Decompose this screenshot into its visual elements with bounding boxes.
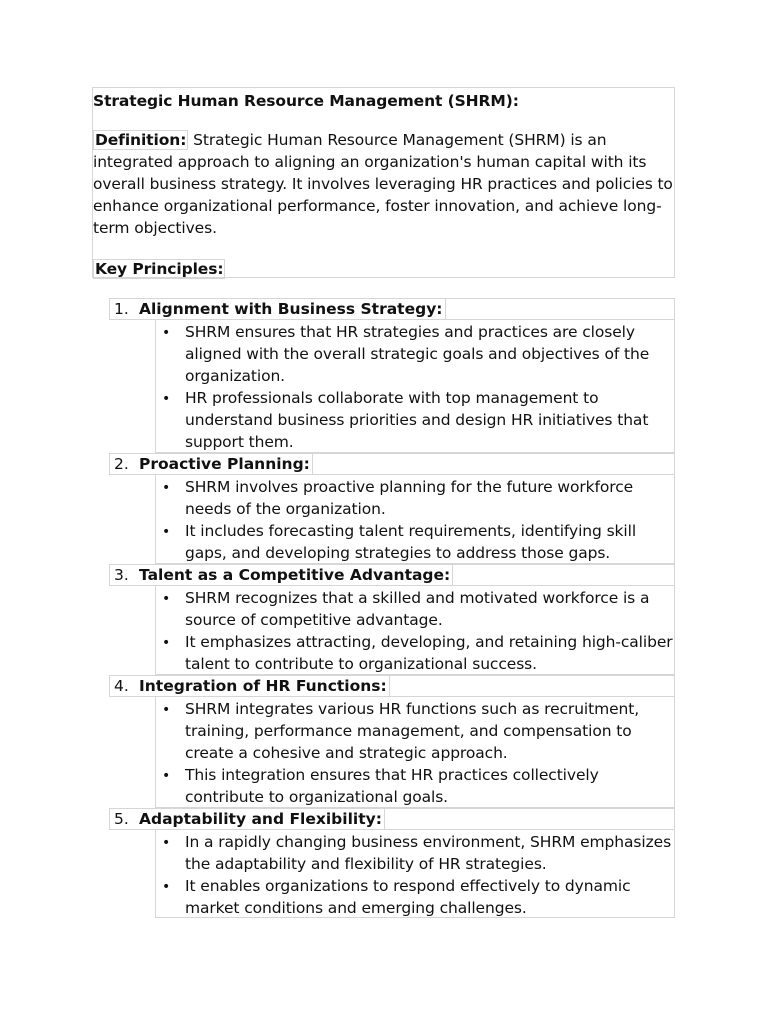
principle-5-number: 5. <box>114 810 129 828</box>
bullet-line: It includes forecasting talent requirements, identifying skill <box>185 522 637 540</box>
bullet-line: support them. <box>185 433 294 451</box>
bullet-dot: • <box>162 879 171 895</box>
bullet-line: This integration ensures that HR practices collectively <box>185 766 599 784</box>
bullet-dot: • <box>162 768 171 784</box>
bullet-line: HR professionals collaborate with top management to <box>185 389 599 407</box>
principle-3-title: Talent as a Competitive Advantage: <box>139 564 453 586</box>
bullet-line: the adaptability and flexibility of HR strategies. <box>185 855 547 873</box>
bullet-line: needs of the organization. <box>185 500 386 518</box>
key-principles-label: Key Principles: <box>95 260 224 278</box>
bullet-line: market conditions and emerging challenges. <box>185 899 527 917</box>
bullet-dot: • <box>162 391 171 407</box>
definition-line-4: enhance organizational performance, foster innovation, and achieve long- <box>93 197 662 215</box>
principle-4-number: 4. <box>114 677 129 695</box>
definition-line-2: integrated approach to aligning an organization's human capital with its <box>93 153 647 171</box>
bullet-line: gaps, and developing strategies to address those gaps. <box>185 544 611 562</box>
bullet-dot: • <box>162 480 171 496</box>
bullet-line: It enables organizations to respond effectively to dynamic <box>185 877 631 895</box>
bullet-line: In a rapidly changing business environment, SHRM emphasizes <box>185 833 672 851</box>
bullet-line: talent to contribute to organizational success. <box>185 655 537 673</box>
bullet-dot: • <box>162 702 171 718</box>
principle-5-title: Adaptability and Flexibility: <box>139 808 385 830</box>
bullet-dot: • <box>162 325 171 341</box>
bullet-dot: • <box>162 635 171 651</box>
bullet-line: contribute to organizational goals. <box>185 788 449 806</box>
bullet-line: organization. <box>185 367 286 385</box>
bullet-line: SHRM integrates various HR functions such as recruitment, <box>185 700 640 718</box>
definition-text-1: Strategic Human Resource Management (SHRM) is an <box>193 131 607 149</box>
document-title: Strategic Human Resource Management (SHRM): <box>93 92 519 110</box>
bullet-line: source of competitive advantage. <box>185 611 443 629</box>
bullet-line: training, performance management, and compensation to <box>185 722 632 740</box>
principle-1-number: 1. <box>114 300 129 318</box>
bullet-line: understand business priorities and design HR initiatives that <box>185 411 649 429</box>
bullet-dot: • <box>162 524 171 540</box>
bullet-line: SHRM ensures that HR strategies and practices are closely <box>185 323 635 341</box>
bullet-line: SHRM recognizes that a skilled and motivated workforce is a <box>185 589 650 607</box>
bullet-dot: • <box>162 591 171 607</box>
principle-1-title: Alignment with Business Strategy: <box>139 298 446 320</box>
principle-3-number: 3. <box>114 566 129 584</box>
bullet-line: create a cohesive and strategic approach. <box>185 744 508 762</box>
bullet-line: SHRM involves proactive planning for the future workforce <box>185 478 634 496</box>
bullet-dot: • <box>162 835 171 851</box>
key-principles-heading <box>93 258 225 280</box>
definition-line-1 <box>93 129 606 151</box>
definition-label: Definition: <box>95 131 187 149</box>
definition-line-3: overall business strategy. It involves leveraging HR practices and policies to <box>93 175 673 193</box>
bullet-line: aligned with the overall strategic goals and objectives of the <box>185 345 650 363</box>
definition-line-5: term objectives. <box>93 219 217 237</box>
bullet-line: It emphasizes attracting, developing, and retaining high-caliber <box>185 633 673 651</box>
principle-4-title: Integration of HR Functions: <box>139 675 390 697</box>
principle-2-title: Proactive Planning: <box>139 453 313 475</box>
principle-2-number: 2. <box>114 455 129 473</box>
